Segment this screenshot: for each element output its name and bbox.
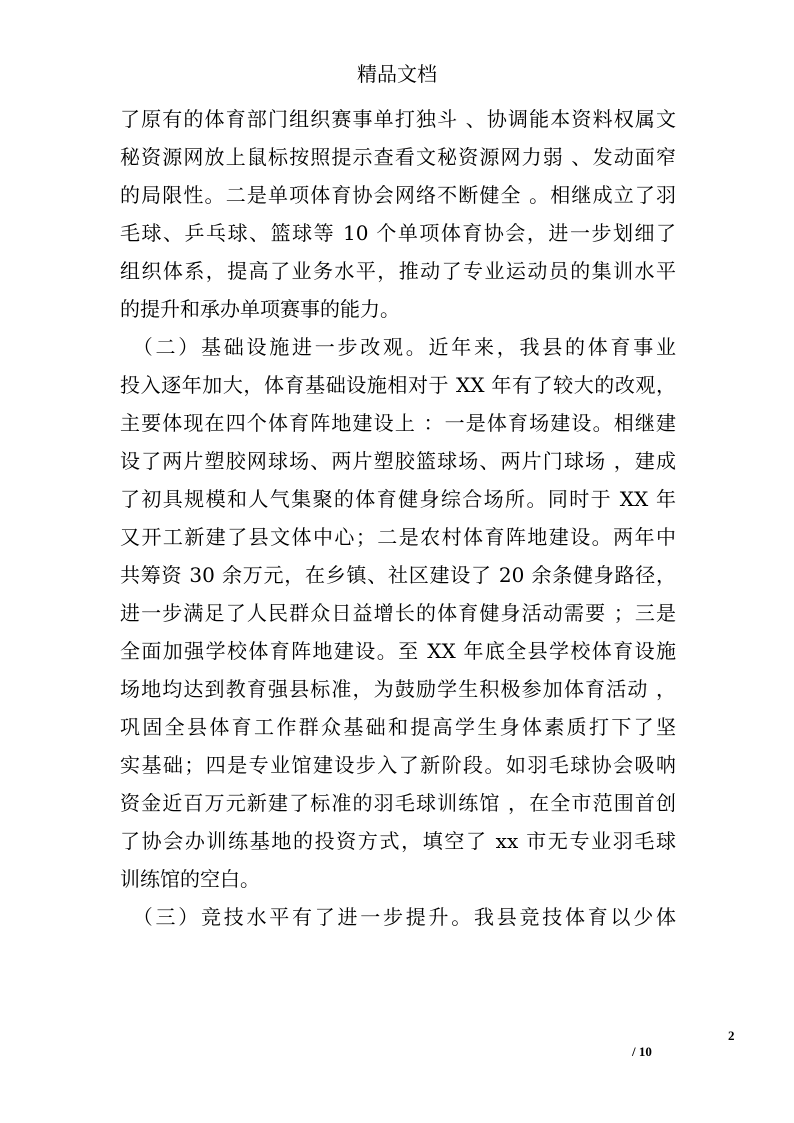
document-body (120, 100, 676, 936)
body-line: 巩固全县体育工作群众基础和提高学生身体素质打下了坚 (120, 715, 676, 739)
body-line: 了原有的体育部门组织赛事单打独斗 、协调能本资料权属文 (120, 107, 676, 131)
page-total: / 10 (632, 1044, 652, 1059)
body-line: 又开工新建了县文体中心；二是农村体育阵地建设。两年中 (120, 525, 676, 549)
body-line: 的提升和承办单项赛事的能力。 (120, 297, 400, 321)
body-line: （三）竞技水平有了进一步提升。我县竞技体育以少体 (120, 905, 676, 929)
body-line: 毛球、乒乓球、篮球等 10 个单项体育协会，进一步划细了 (120, 221, 676, 245)
body-line: 全面加强学校体育阵地建设。至 XX 年底全县学校体育设施 (120, 639, 676, 663)
body-line: 设了两片塑胶网球场、两片塑胶篮球场、两片门球场 ，建成 (120, 449, 676, 473)
page-number: 2 (728, 1028, 735, 1043)
body-line: 资金近百万元新建了标准的羽毛球训练馆 ，在全市范围首创 (120, 791, 676, 815)
body-line: 训练馆的空白。 (120, 867, 260, 891)
body-line: 组织体系，提高了业务水平，推动了专业运动员的集训水平 (120, 259, 676, 283)
body-line: 实基础；四是专业馆建设步入了新阶段。如羽毛球协会吸呐 (120, 753, 676, 777)
body-line: 了初具规模和人气集聚的体育健身综合场所。同时于 XX 年 (120, 487, 676, 511)
body-line: 场地均达到教育强县标准，为鼓励学生积极参加体育活动 ， (120, 677, 676, 701)
body-line: 了协会办训练基地的投资方式，填空了 xx 市无专业羽毛球 (120, 829, 676, 853)
document-header: 精品文档 (357, 62, 437, 86)
body-line: 主要体现在四个体育阵地建设上 ：一是体育场建设。相继建 (120, 411, 676, 435)
body-line: 投入逐年加大，体育基础设施相对于 XX 年有了较大的改观， (120, 373, 676, 397)
body-line: 的局限性。二是单项体育协会网络不断健全 。相继成立了羽 (120, 183, 676, 207)
body-line: 秘资源网放上鼠标按照提示查看文秘资源网力弱 、发动面窄 (120, 145, 676, 169)
body-line: 进一步满足了人民群众日益增长的体育健身活动需要 ；三是 (120, 601, 676, 625)
body-line: （二）基础设施进一步改观。近年来，我县的体育事业 (120, 335, 676, 359)
body-line: 共筹资 30 余万元，在乡镇、社区建设了 20 余条健身路径， (120, 563, 676, 587)
